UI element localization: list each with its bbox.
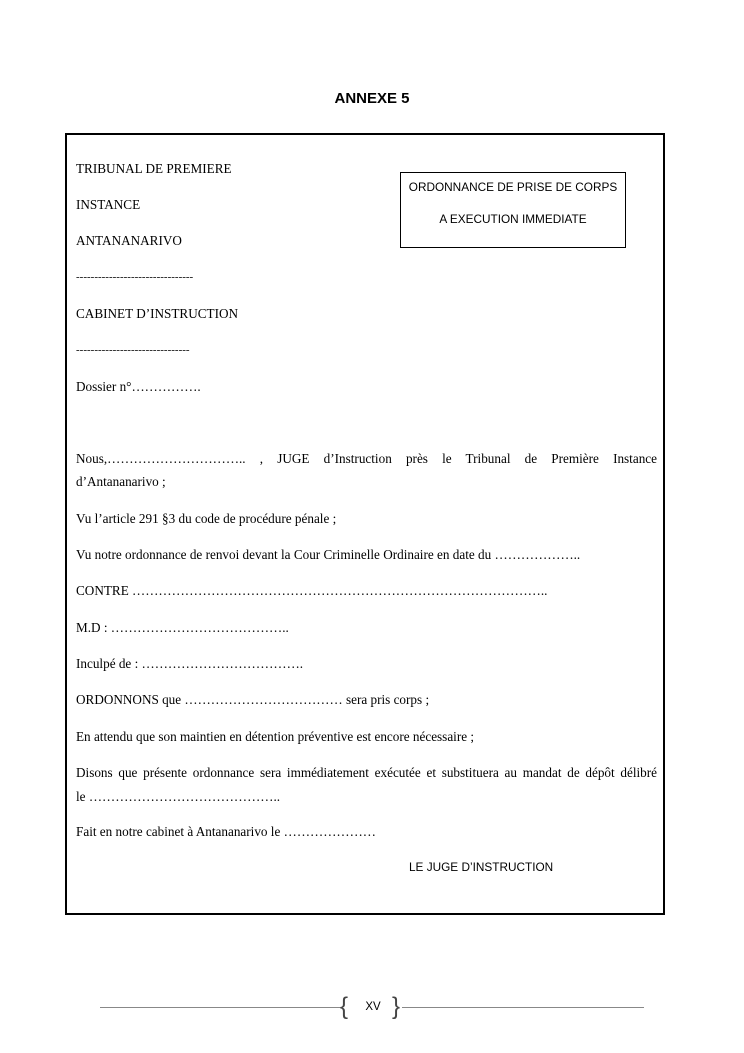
disons-paragraph-line2: le …………………………………….. bbox=[76, 789, 281, 804]
disons-paragraph-line1: Disons que présente ordonnance sera immédiatement exécutée et substituera au mandat de dépôt délibré bbox=[76, 765, 657, 780]
annex-title: ANNEXE 5 bbox=[334, 90, 410, 107]
order-title-line2: A EXECUTION IMMEDIATE bbox=[439, 212, 587, 226]
document-frame bbox=[65, 133, 665, 915]
cabinet-name: CABINET D’INSTRUCTION bbox=[76, 306, 239, 321]
tribunal-name-line1: TRIBUNAL DE PREMIERE bbox=[76, 161, 232, 176]
header-separator-2: ------------------------------- bbox=[76, 344, 190, 356]
nous-paragraph-line2: d’Antananarivo ; bbox=[76, 474, 166, 489]
tribunal-city: ANTANANARIVO bbox=[76, 233, 182, 248]
footer-bracket-right: } bbox=[392, 993, 401, 1020]
tribunal-name-line2: INSTANCE bbox=[76, 197, 141, 212]
fait-line: Fait en notre cabinet à Antananarivo le ………………… bbox=[76, 824, 376, 839]
dossier-number: Dossier n°……………. bbox=[76, 379, 201, 394]
header-separator-1: -------------------------------- bbox=[76, 271, 194, 283]
order-title-line1: ORDONNANCE DE PRISE DE CORPS bbox=[408, 180, 618, 194]
contre-line: CONTRE ………………………………………………………………………………….. bbox=[76, 583, 548, 598]
attendu-line: En attendu que son maintien en détention préventive est encore nécessaire ; bbox=[76, 729, 475, 744]
inculpe-line: Inculpé de : ………………………………. bbox=[76, 656, 304, 671]
page-number: XV bbox=[365, 1001, 381, 1013]
nous-paragraph-line1: Nous,………………………….. , JUGE d’Instruction près le Tribunal de Première Instance bbox=[76, 451, 657, 466]
order-title-box bbox=[400, 172, 626, 248]
judge-signature-label: LE JUGE D’INSTRUCTION bbox=[409, 860, 554, 874]
vu-article-line: Vu l’article 291 §3 du code de procédure pénale ; bbox=[76, 511, 337, 526]
footer-bracket-left: { bbox=[340, 993, 349, 1020]
footer-rule-left bbox=[100, 1007, 342, 1008]
vu-ordonnance-line: Vu notre ordonnance de renvoi devant la Cour Criminelle Ordinaire en date du ……………….. bbox=[76, 547, 581, 562]
ordonnons-line: ORDONNONS que ……………………………… sera pris corps ; bbox=[76, 692, 430, 707]
footer-rule-right bbox=[402, 1007, 644, 1008]
md-line: M.D : ………………………………….. bbox=[76, 620, 289, 635]
